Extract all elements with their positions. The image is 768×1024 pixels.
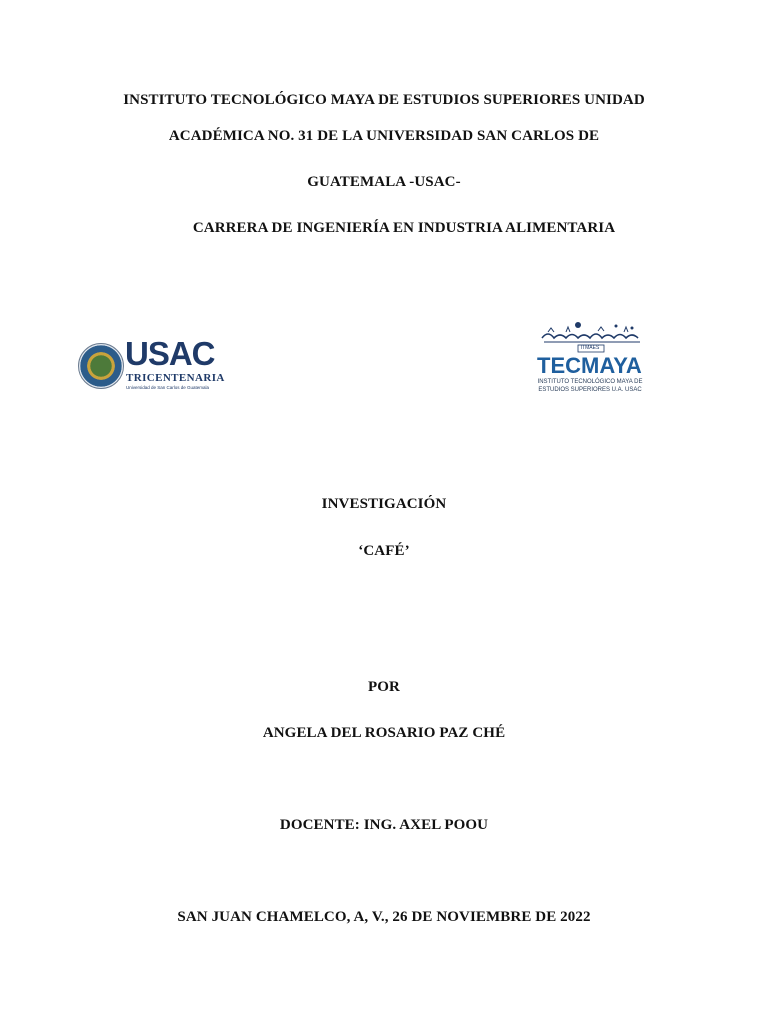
- tecmaya-logo: [534, 320, 646, 398]
- author-name: ANGELA DEL ROSARIO PAZ CHÉ: [262, 725, 506, 741]
- by-label: POR: [368, 679, 400, 695]
- tecmaya-subtitle-1: INSTITUTO TECNOLÓGICO MAYA DE: [537, 379, 643, 385]
- header-line-3: GUATEMALA -USAC-: [307, 174, 461, 190]
- teacher-name: DOCENTE: ING. AXEL POOU: [279, 817, 489, 833]
- tecmaya-badge: ITMAES: [580, 345, 600, 351]
- tecmaya-subtitle-2: ESTUDIOS SUPERIORES U.A. USAC: [538, 387, 642, 393]
- document-topic: ‘CAFÉ’: [358, 543, 410, 559]
- header-line-1: INSTITUTO TECNOLÓGICO MAYA DE ESTUDIOS SUPERIORES UNIDAD: [123, 92, 645, 108]
- header-line-2: ACADÉMICA NO. 31 DE LA UNIVERSIDAD SAN CARLOS DE: [168, 128, 600, 144]
- document-type: INVESTIGACIÓN: [321, 496, 447, 512]
- usac-logo-name: USAC: [125, 335, 215, 372]
- usac-logo-tagline: TRICENTENARIA: [126, 372, 225, 384]
- usac-seal-icon: [78, 343, 124, 389]
- usac-logo-subtitle: Universidad de San Carlos de Guatemala: [126, 385, 210, 390]
- tecmaya-logo-name: TECMAYA: [537, 353, 642, 378]
- usac-logo: [78, 335, 225, 394]
- career-title: CARRERA DE INGENIERÍA EN INDUSTRIA ALIMENTARIA: [192, 220, 616, 236]
- place-date: SAN JUAN CHAMELCO, A, V., 26 DE NOVIEMBRE DE 2022: [177, 909, 591, 925]
